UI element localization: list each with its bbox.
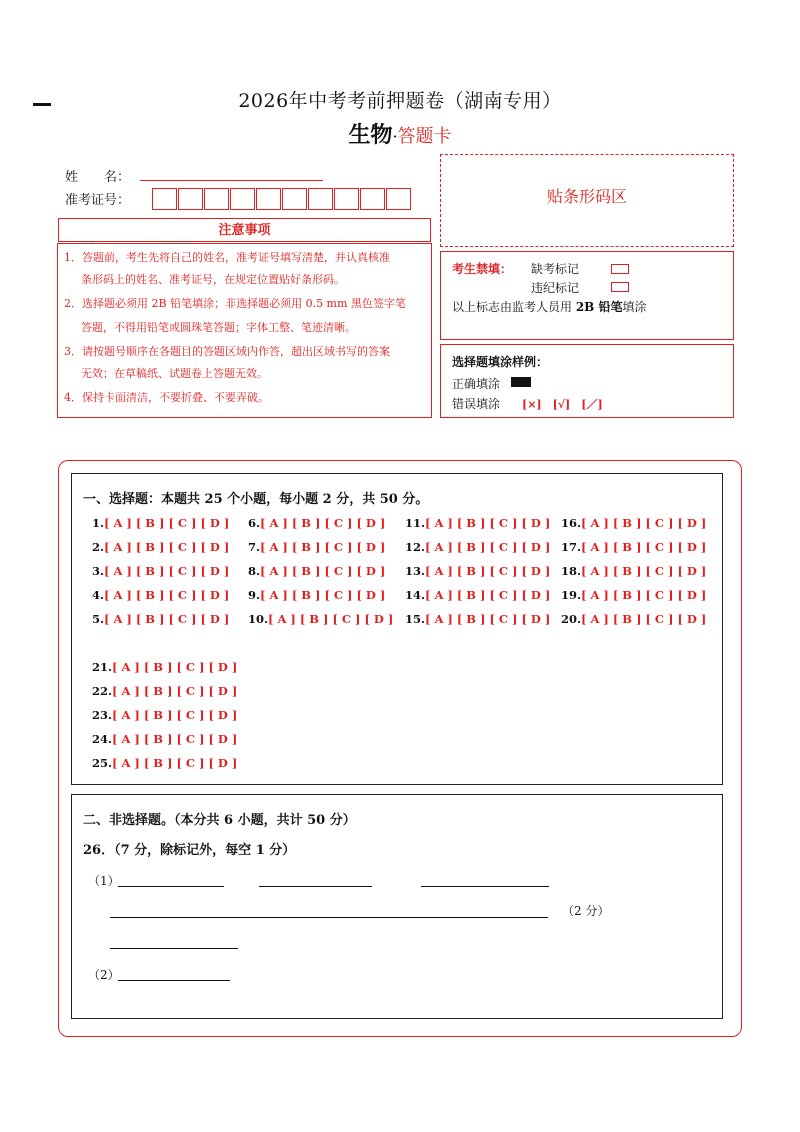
answer-options[interactable]: [ A ] [ B ] [ C ] [ D ] [581, 540, 707, 554]
choice-question[interactable] [405, 612, 550, 626]
question-number: 22. [92, 684, 113, 698]
id-digit-box[interactable] [230, 188, 255, 210]
question-number: 3. [92, 564, 105, 578]
question-number: 11. [405, 516, 426, 530]
choice-question[interactable] [405, 540, 550, 554]
answer-options[interactable]: [ A ] [ B ] [ C ] [ D ] [260, 564, 386, 578]
answer-options[interactable]: [ A ] [ B ] [ C ] [ D ] [581, 516, 707, 530]
two-points-label: （2 分） [562, 904, 610, 918]
notice-line: 2．选择题必须用 2B 铅笔填涂；非选择题必须用 0.5 mm 黑色签字笔 [64, 297, 406, 310]
choice-question[interactable] [561, 612, 706, 626]
choice-question[interactable] [92, 612, 229, 626]
notice-line: 1．答题前，考生先将自己的姓名，准考证号填写清楚，并认真核准 [64, 251, 390, 264]
answer-options[interactable]: [ A ] [ B ] [ C ] [ D ] [425, 564, 551, 578]
subject-label: 生物 [348, 122, 393, 148]
choice-question[interactable] [92, 756, 237, 770]
answer-options[interactable]: [ A ] [ B ] [ C ] [ D ] [581, 612, 707, 626]
violation-label: 违纪标记 [531, 281, 580, 295]
id-digit-box[interactable] [308, 188, 333, 210]
page-subtitle [0, 118, 800, 149]
choice-question[interactable] [92, 588, 229, 602]
ban-title: 考生禁填： [452, 262, 513, 276]
example-title: 选择题填涂样例： [452, 355, 549, 369]
answer-options[interactable]: [ A ] [ B ] [ C ] [ D ] [104, 516, 230, 530]
q26-part1-blank[interactable] [421, 886, 549, 887]
question-number: 1. [92, 516, 105, 530]
question-number: 5. [92, 612, 105, 626]
choice-section-title: 一、选择题：本题共 25 个小题，每小题 2 分，共 50 分。 [83, 492, 429, 507]
question-number: 12. [405, 540, 426, 554]
violation-mark-box[interactable] [611, 282, 629, 292]
answer-options[interactable]: [ A ] [ B ] [ C ] [ D ] [581, 564, 707, 578]
id-digit-box[interactable] [334, 188, 359, 210]
name-label: 姓 名： [65, 170, 131, 185]
notice-box [57, 243, 432, 418]
answer-options[interactable]: [ A ] [ B ] [ C ] [ D ] [104, 564, 230, 578]
card-label: 答题卡 [397, 126, 452, 147]
q26-part1-blank[interactable] [110, 948, 238, 949]
answer-options[interactable]: [ A ] [ B ] [ C ] [ D ] [112, 660, 238, 674]
choice-question[interactable] [248, 588, 385, 602]
answer-options[interactable]: [ A ] [ B ] [ C ] [ D ] [112, 708, 238, 722]
choice-section [71, 473, 723, 785]
ban-note: 以上标志由监考人员用 2B 铅笔填涂 [452, 300, 647, 314]
correct-fill-sample [511, 377, 531, 387]
fill-example-box [440, 344, 734, 418]
choice-question[interactable] [561, 588, 706, 602]
question-number: 7. [248, 540, 261, 554]
answer-options[interactable]: [ A ] [ B ] [ C ] [ D ] [112, 684, 238, 698]
question-number: 10. [248, 612, 269, 626]
answer-options[interactable]: [ A ] [ B ] [ C ] [ D ] [104, 540, 230, 554]
answer-options[interactable]: [ A ] [ B ] [ C ] [ D ] [425, 612, 551, 626]
choice-question[interactable] [248, 540, 385, 554]
question-number: 15. [405, 612, 426, 626]
question-number: 17. [561, 540, 582, 554]
notice-line: 无效；在草稿纸、试题卷上答题无效。 [81, 367, 268, 380]
id-digit-box[interactable] [152, 188, 177, 210]
choice-question[interactable] [92, 540, 229, 554]
id-label: 准考证号： [65, 193, 131, 208]
barcode-area [440, 154, 734, 247]
q26-part2-label: （2） [88, 968, 120, 982]
notice-line: 3．请按题号顺序在各题目的答题区域内作答，超出区域书写的答案 [64, 345, 390, 358]
question-number: 2. [92, 540, 105, 554]
question-number: 8. [248, 564, 261, 578]
q26-part1-blank[interactable] [259, 886, 372, 887]
wrong-fill-samples: [×] [√] [／] [522, 398, 603, 411]
name-field[interactable] [140, 180, 323, 181]
answer-options[interactable]: [ A ] [ B ] [ C ] [ D ] [104, 588, 230, 602]
answer-options[interactable]: [ A ] [ B ] [ C ] [ D ] [581, 588, 707, 602]
absent-mark-box[interactable] [611, 264, 629, 274]
page-title: 2026年中考考前押题卷（湖南专用） [238, 90, 562, 112]
question-number: 21. [92, 660, 113, 674]
question-number: 20. [561, 612, 582, 626]
q26-part1-blank[interactable] [118, 886, 224, 887]
question-number: 14. [405, 588, 426, 602]
choice-question[interactable] [92, 660, 237, 674]
barcode-label: 贴条形码区 [546, 187, 627, 206]
nonchoice-section-title: 二、非选择题。（本分共 6 小题，共计 50 分） [83, 813, 356, 828]
question-number: 6. [248, 516, 261, 530]
id-number-boxes [152, 188, 412, 210]
answer-options[interactable]: [ A ] [ B ] [ C ] [ D ] [104, 612, 230, 626]
id-digit-box[interactable] [282, 188, 307, 210]
id-digit-box[interactable] [386, 188, 411, 210]
answer-options[interactable]: [ A ] [ B ] [ C ] [ D ] [112, 732, 238, 746]
q26-part1-label: （1） [88, 874, 120, 888]
q26-part1-blank[interactable] [110, 917, 548, 918]
notice-title: 注意事项 [58, 218, 431, 242]
nonchoice-section [71, 794, 723, 1019]
choice-question[interactable] [561, 540, 706, 554]
question-number: 9. [248, 588, 261, 602]
choice-question[interactable] [92, 516, 229, 530]
question-number: 4. [92, 588, 105, 602]
question-number: 25. [92, 756, 113, 770]
answer-options[interactable]: [ A ] [ B ] [ C ] [ D ] [425, 588, 551, 602]
choice-question[interactable] [405, 588, 550, 602]
q26-part2-blank[interactable] [118, 980, 230, 981]
id-digit-box[interactable] [178, 188, 203, 210]
choice-question[interactable] [405, 516, 550, 530]
notice-line: 答题，不得用铅笔或圆珠笔答题；字体工整、笔迹清晰。 [81, 321, 356, 334]
question-number: 23. [92, 708, 113, 722]
absent-label: 缺考标记 [531, 262, 580, 276]
question-number: 13. [405, 564, 426, 578]
title-dot: · [392, 127, 398, 146]
choice-question[interactable] [561, 564, 706, 578]
id-digit-box[interactable] [360, 188, 385, 210]
answer-options[interactable]: [ A ] [ B ] [ C ] [ D ] [425, 540, 551, 554]
question-number: 24. [92, 732, 113, 746]
notice-line: 条形码上的姓名、准考证号，在规定位置贴好条形码。 [81, 273, 345, 286]
correct-label: 正确填涂 [452, 377, 501, 391]
question-26-header: 26．（7 分，除标记外，每空 1 分） [83, 843, 296, 858]
question-number: 16. [561, 516, 582, 530]
answer-options[interactable]: [ A ] [ B ] [ C ] [ D ] [268, 612, 394, 626]
choice-question[interactable] [561, 516, 706, 530]
id-digit-box[interactable] [256, 188, 281, 210]
id-digit-box[interactable] [204, 188, 229, 210]
answer-options[interactable]: [ A ] [ B ] [ C ] [ D ] [260, 540, 386, 554]
answer-options[interactable]: [ A ] [ B ] [ C ] [ D ] [260, 516, 386, 530]
question-number: 18. [561, 564, 582, 578]
wrong-label: 错误填涂 [452, 397, 501, 411]
choice-question[interactable] [92, 684, 237, 698]
choice-question[interactable] [248, 564, 385, 578]
notice-line: 4．保持卡面清洁，不要折叠、不要弄破。 [64, 391, 269, 404]
examinee-forbidden-box [440, 251, 734, 340]
choice-question[interactable] [405, 564, 550, 578]
choice-question[interactable] [92, 564, 229, 578]
answer-options[interactable]: [ A ] [ B ] [ C ] [ D ] [112, 756, 238, 770]
choice-question[interactable] [92, 732, 237, 746]
choice-question[interactable] [248, 612, 393, 626]
question-number: 19. [561, 588, 582, 602]
answer-options[interactable]: [ A ] [ B ] [ C ] [ D ] [425, 516, 551, 530]
choice-question[interactable] [248, 516, 385, 530]
answer-options[interactable]: [ A ] [ B ] [ C ] [ D ] [260, 588, 386, 602]
choice-question[interactable] [92, 708, 237, 722]
